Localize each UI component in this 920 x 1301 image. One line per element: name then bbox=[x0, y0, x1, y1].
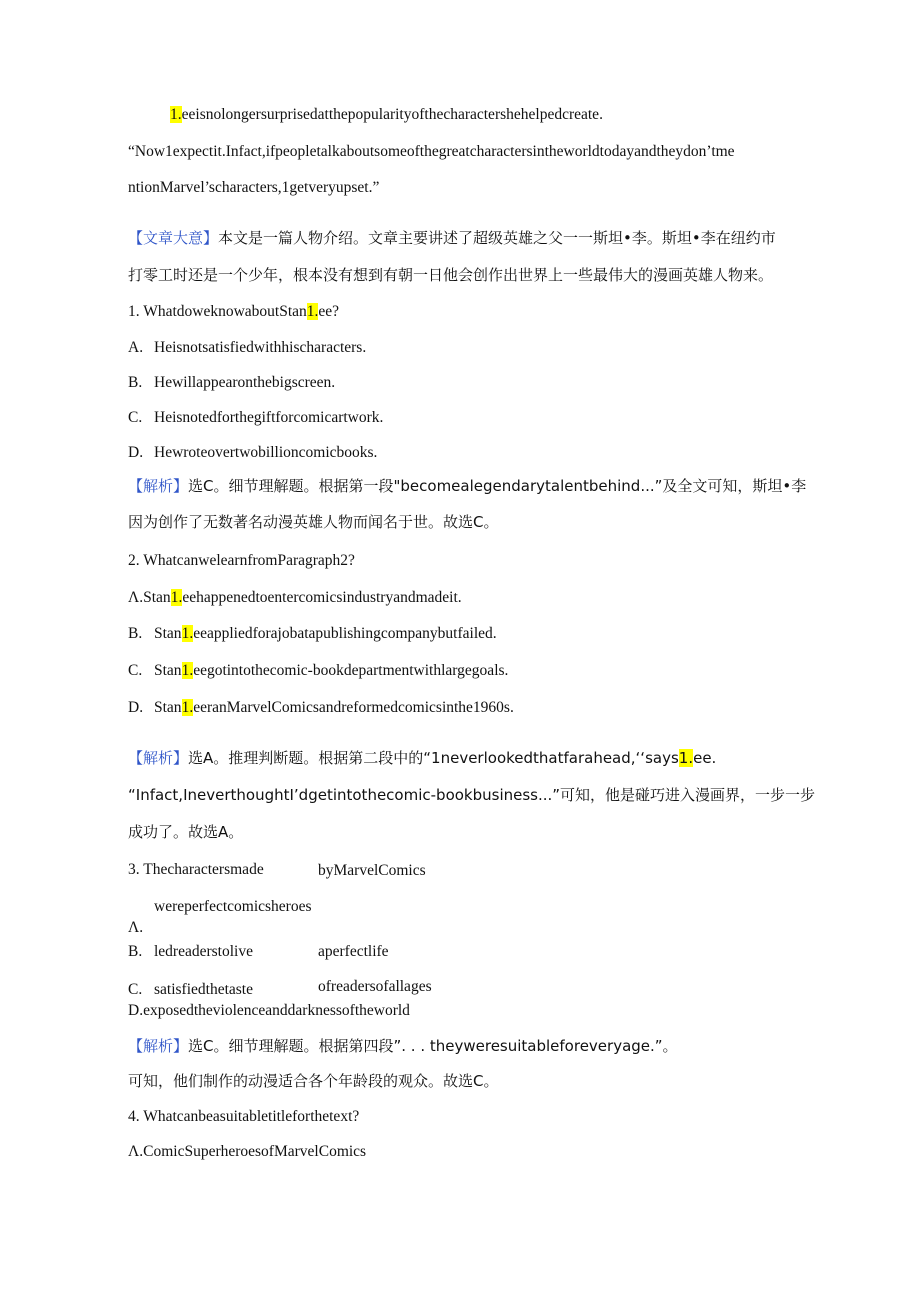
question-stem: 3. Thecharactersmade bbox=[128, 861, 264, 878]
analysis-tag: 【解析】 bbox=[128, 749, 189, 767]
option-a: Λ.Stan1.eehappenedtoentercomicsindustryandmadeit. bbox=[128, 589, 462, 606]
option-c: C. satisfiedthetaste bbox=[128, 981, 253, 998]
summary-line: 【文章大意】本文是一篇人物介绍。文章主要讲述了超级英雄之父一一斯坦•李。斯坦•李在纽约市 bbox=[128, 229, 776, 247]
highlight: 1. bbox=[306, 303, 319, 320]
highlight: 1. bbox=[678, 749, 694, 767]
analysis-line: “Infact,IneverthoughtI’dgetintothecomic-bookbusiness...”可知，他是碰巧进入漫画界，一步一步 bbox=[128, 786, 816, 804]
passage-line: ntionMarvel’scharacters,1getveryupset.” bbox=[128, 179, 380, 196]
option-b: B. ledreaderstolive bbox=[128, 943, 253, 960]
analysis-line: 成功了。故选A。 bbox=[128, 823, 244, 841]
analysis-tag: 【解析】 bbox=[128, 477, 189, 495]
option-b: B. Hewillappearonthebigscreen. bbox=[128, 374, 336, 391]
highlight: 1. bbox=[181, 662, 194, 679]
option-a-text: wereperfectcomicsheroes bbox=[154, 898, 312, 915]
option-b: B. Stan1.eeappliedforajobatapublishingcompanybutfailed. bbox=[128, 625, 497, 642]
option-b-tail: aperfectlife bbox=[318, 943, 389, 960]
question-stem: 1. WhatdoweknowaboutStan1.ee? bbox=[128, 303, 340, 320]
option-a: A. Heisnotsatisfiedwithhischaracters. bbox=[128, 339, 367, 356]
option-d: D.exposedtheviolenceanddarknessoftheworld bbox=[128, 1002, 410, 1019]
analysis-line: 可知，他们制作的动漫适合各个年龄段的观众。故选C。 bbox=[128, 1072, 499, 1090]
option-c-tail: ofreadersofallages bbox=[318, 978, 432, 995]
option-a: Λ.ComicSuperheroesofMarvelComics bbox=[128, 1143, 367, 1160]
question-stem: 2. WhatcanwelearnfromParagraph2? bbox=[128, 552, 355, 569]
highlight: 1. bbox=[181, 699, 194, 716]
analysis-line: 【解析】选A。推理判断题。根据第二段中的“1neverlookedthatfarahead,‘‘says1.ee. bbox=[128, 749, 717, 767]
analysis-tag: 【解析】 bbox=[128, 1037, 189, 1055]
summary-line: 打零工时还是一个少年，根本没有想到有朝一日他会创作出世界上一些最伟大的漫画英雄人物来。 bbox=[128, 266, 774, 284]
option-d: D. Hewroteovertwobillioncomicbooks. bbox=[128, 444, 378, 461]
option-c: C. Heisnotedforthegiftforcomicartwork. bbox=[128, 409, 384, 426]
highlight: 1. bbox=[170, 106, 182, 123]
passage-line: 1.eeisnolongersurprisedatthepopularityofthecharactershehelpedcreate. bbox=[170, 106, 603, 123]
question-stem: 4. Whatcanbeasuitabletitleforthetext? bbox=[128, 1108, 360, 1125]
option-c: C. Stan1.eegotintothecomic-bookdepartmentwithlargegoals. bbox=[128, 662, 509, 679]
passage-line: “Now1expectit.Infact,ifpeopletalkaboutsomeofthegreatcharactersintheworldtodayandtheydon’tme bbox=[128, 143, 735, 160]
analysis-line: 【解析】选C。细节理解题。根据第一段"becomealegendarytalentbehind...”及全文可知，斯坦•李 bbox=[128, 477, 807, 495]
question-stem-tail: byMarvelComics bbox=[318, 862, 426, 879]
analysis-line: 因为创作了无数著名动漫英雄人物而闻名于世。故选C。 bbox=[128, 513, 499, 531]
highlight: 1. bbox=[181, 625, 194, 642]
summary-tag: 【文章大意】 bbox=[128, 229, 219, 247]
analysis-line: 【解析】选C。细节理解题。根据第四段”. . . theyweresuitableforeveryage.”。 bbox=[128, 1037, 678, 1055]
highlight: 1. bbox=[170, 589, 183, 606]
option-a-label: Λ. bbox=[128, 919, 144, 936]
option-d: D. Stan1.eeranMarvelComicsandreformedcomicsinthe1960s. bbox=[128, 699, 514, 716]
